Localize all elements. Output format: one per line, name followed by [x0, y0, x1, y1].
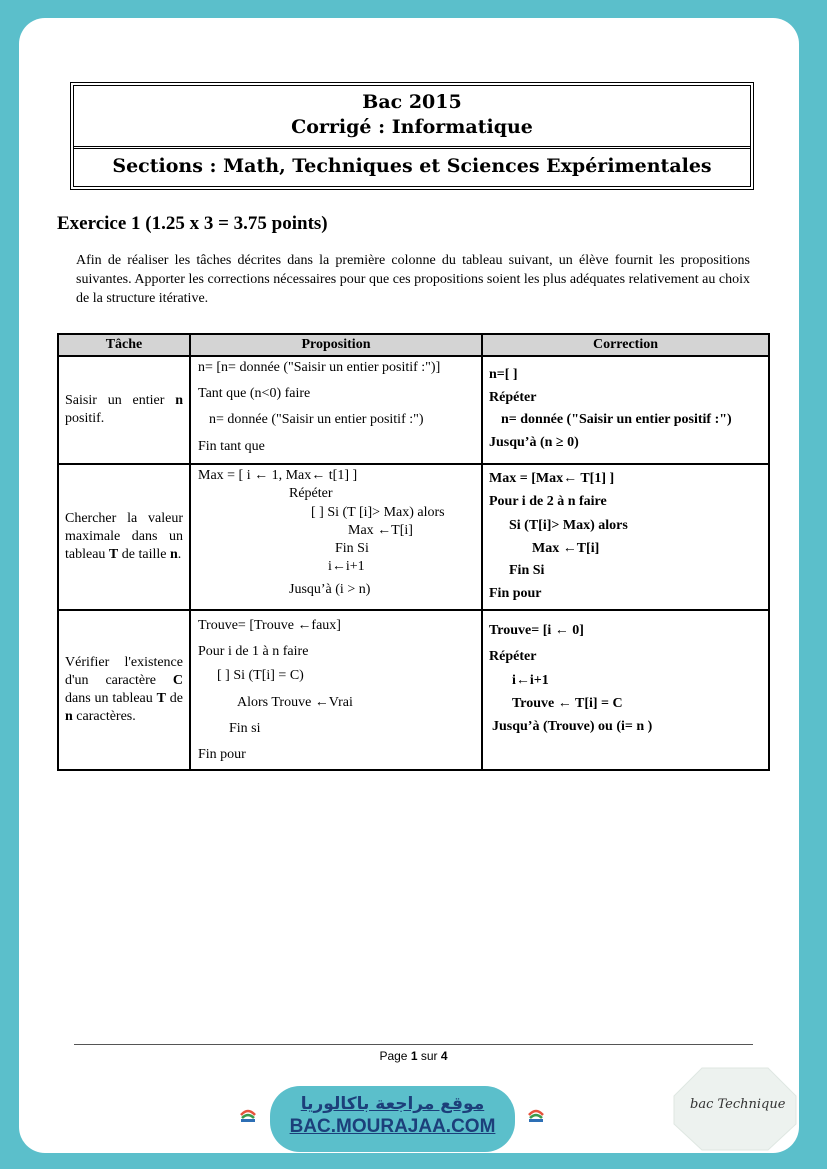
correction-cell [482, 464, 769, 610]
exam-subject: Corrigé : Informatique [291, 116, 533, 138]
stamp-text: bac Technique [690, 1097, 786, 1112]
header-proposition: Proposition [190, 334, 482, 356]
proposition-line: Max = [ i ← 1, Max← t[1] ] [198, 468, 358, 483]
correction-line: Jusqu’à (Trouve) ou (i= n ) [492, 719, 653, 734]
exercise-table [57, 333, 770, 771]
page-label: Page [379, 1049, 408, 1063]
header-box [70, 82, 754, 190]
page-number [0, 1049, 827, 1063]
proposition-cell [190, 610, 482, 770]
task-cell [58, 610, 190, 770]
proposition-line: Fin pour [198, 747, 246, 762]
correction-cell [482, 610, 769, 770]
exercise-title: Exercice 1 (1.25 x 3 = 3.75 points) [57, 213, 328, 234]
proposition-line: Fin tant que [198, 439, 265, 454]
task-text: Vérifier l'existence d'un caractère C dans un tableau T de n caractères. [65, 655, 183, 724]
correction-line: n= donnée ("Saisir un entier positif :") [501, 412, 732, 427]
proposition-line: Max ←T[i] [348, 523, 413, 538]
proposition-line: i←i+1 [328, 559, 365, 574]
exam-sections: Sections : Math, Techniques et Sciences Expérimentales [112, 155, 712, 177]
task-cell [58, 464, 190, 610]
correction-cell [482, 356, 769, 464]
correction-line: Répéter [489, 649, 537, 664]
correction-line: Fin Si [509, 563, 545, 578]
header-divider [74, 146, 750, 149]
correction-line: Si (T[i]> Max) alors [509, 518, 628, 533]
site-logo-icon [230, 1098, 266, 1134]
task-text: Chercher la valeur maximale dans un tableau T de taille n. [65, 511, 183, 562]
table-row [58, 464, 769, 610]
footer-divider [74, 1044, 753, 1045]
table-row [58, 610, 769, 770]
site-logo-icon [518, 1098, 554, 1134]
proposition-line: Fin Si [335, 541, 369, 556]
header-correction: Correction [482, 334, 769, 356]
page-separator: sur [420, 1049, 438, 1063]
table-row [58, 356, 769, 464]
correction-line: Max ←T[i] [532, 541, 600, 556]
site-name-arabic[interactable]: موقع مراجعة باكالوريا [300, 1094, 485, 1114]
correction-line: Max = [Max← T[1] ] [489, 471, 615, 486]
proposition-line: Pour i de 1 à n faire [198, 644, 309, 659]
header-task: Tâche [58, 334, 190, 356]
correction-line: Répéter [489, 390, 537, 405]
proposition-line: Trouve= [Trouve ←faux] [198, 618, 341, 633]
correction-line: n=[ ] [489, 367, 518, 382]
page-current: 1 [410, 1049, 418, 1063]
proposition-line: Jusqu’à (i > n) [289, 582, 371, 597]
proposition-cell [190, 356, 482, 464]
task-cell [58, 356, 190, 464]
correction-line: Trouve ← T[i] = C [512, 696, 623, 711]
correction-line: Trouve= [i ← 0] [489, 623, 584, 638]
proposition-line: n= donnée ("Saisir un entier positif :") [209, 412, 424, 427]
site-banner[interactable] [270, 1086, 515, 1152]
proposition-line: [ ] Si (T[i] = C) [217, 668, 304, 683]
correction-line: Jusqu’à (n ≥ 0) [489, 435, 579, 450]
page-total: 4 [440, 1049, 448, 1063]
proposition-line: [ ] Si (T [i]> Max) alors [311, 505, 445, 520]
correction-line: Fin pour [489, 586, 542, 601]
proposition-line: Tant que (n<0) faire [198, 386, 311, 401]
exam-year: Bac 2015 [362, 91, 462, 113]
correction-line: Pour i de 2 à n faire [489, 494, 607, 509]
correction-line: i←i+1 [512, 673, 549, 688]
exercise-intro: Afin de réaliser les tâches décrites dans la première colonne du tableau suivant, un élève fournit les propositions suivantes. Apporter les corrections nécessaires pour que ces propositions soient les plus adéquates relativement au choix de la structure itérative. [76, 253, 750, 306]
site-url-link[interactable]: BAC.MOURAJAA.COM [289, 1116, 496, 1137]
proposition-line: Fin si [229, 721, 261, 736]
proposition-line: n= [n= donnée ("Saisir un entier positif :")] [198, 360, 441, 375]
proposition-cell [190, 464, 482, 610]
task-text: Saisir un entier n positif. [65, 393, 183, 426]
proposition-line: Répéter [289, 486, 333, 501]
proposition-line: Alors Trouve ←Vrai [237, 695, 353, 710]
